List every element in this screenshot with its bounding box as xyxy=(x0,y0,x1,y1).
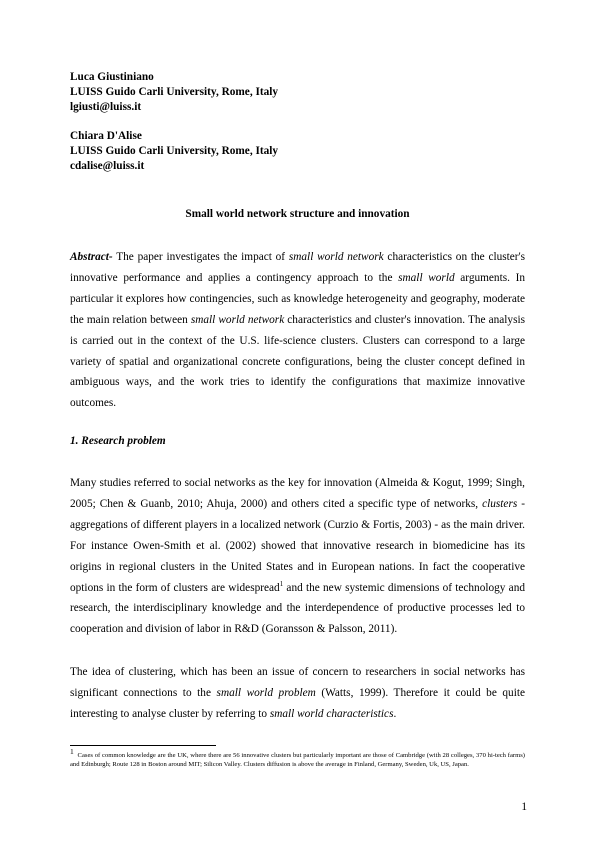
paragraph-text: - aggregations of different players in a localized network (Curzio & Fortis, 2003) - as the main driver. For instance Owen-Smith et al. (2002) showed that innovative research in biomedicine has its origins in regional clusters in the United States and in European nations. In fact the cooperative options in the form of clusters are widespread xyxy=(70,497,525,594)
body-paragraph xyxy=(70,662,525,725)
section-heading: 1. Research problem xyxy=(70,435,166,447)
paragraph-emphasis: small world problem xyxy=(216,686,316,699)
abstract xyxy=(70,247,525,414)
footnote-mark: 1 xyxy=(70,747,74,756)
paragraph-text: Many studies referred to social networks as the key for innovation (Almeida & Kogut, 1999; Singh, 2005; Chen & Guanb, 2010; Ahuja, 2000) and others cited a specific type of networks, xyxy=(70,477,525,510)
paper-title: Small world network structure and innovation xyxy=(185,208,410,220)
author-block xyxy=(70,129,530,174)
author-affiliation: LUISS Guido Carli University, Rome, Italy xyxy=(70,86,279,98)
paragraph-emphasis: clusters xyxy=(482,497,518,510)
abstract-emphasis: small world network xyxy=(288,251,384,263)
abstract-text: arguments. In particular it explores how contingencies, such as knowledge heterogeneity and geography, moderate the main relation between xyxy=(70,271,525,326)
author-affiliation: LUISS Guido Carli University, Rome, Italy xyxy=(70,145,279,157)
footnote-text: Cases of common knowledge are the UK, where there are 56 innovative clusters but particularly important are those of Cambridge (with 28 colleges, 370 hi-tech farms) and Edinburgh; Route 128 in Boston around MIT; Silicon Valley. Clusters diffusion is above the average in Finland, Germany, Sweden, Uk, US, Japan. xyxy=(70,752,525,768)
footnote xyxy=(70,747,525,769)
paragraph-text: The idea of clustering, which has been an issue of concern to researchers in social networks has significant connections to the xyxy=(70,666,525,699)
author-name: Chiara D'Alise xyxy=(70,130,142,142)
author-list xyxy=(70,70,530,174)
paragraph-text: (Watts, 1999). Therefore it could be quite interesting to analyse cluster by referring to xyxy=(70,686,526,720)
footnote-divider xyxy=(70,745,216,746)
abstract-emphasis: small world xyxy=(398,271,455,284)
abstract-text: characteristics on the cluster's innovative performance and applies a contingency approach to the xyxy=(70,251,526,284)
abstract-emphasis: small world network xyxy=(190,313,285,326)
page-number: 1 xyxy=(521,801,527,813)
paragraph-emphasis: small world characteristics xyxy=(269,707,394,720)
author-email: cdalise@luiss.it xyxy=(70,160,145,172)
author-email: lgiusti@luiss.it xyxy=(70,101,142,113)
abstract-text: The paper investigates the impact of xyxy=(112,251,289,263)
abstract-label: Abstract- xyxy=(70,251,113,263)
author-name: Luca Giustiniano xyxy=(70,71,154,83)
body-paragraph xyxy=(70,473,525,640)
author-block xyxy=(70,70,530,115)
paragraph-text: . xyxy=(393,707,397,720)
paragraph-text: and the new systemic dimensions of technology and research, the interdisciplinary knowledge and the interdependence of productive processes led to cooperation and division of labor in R&D (Goransson & Palsson, 2011). xyxy=(70,581,525,636)
abstract-text: characteristics and cluster's innovation. The analysis is carried out in the context of the U.S. life-science clusters. Clusters can correspond to a large variety of spatial and organizational concrete configurations, being the cluster concept defined in ambiguous ways, and the work tries to identify the configurations that maximize innovative outcomes. xyxy=(70,313,526,410)
footnote-reference[interactable]: 1 xyxy=(279,579,284,588)
